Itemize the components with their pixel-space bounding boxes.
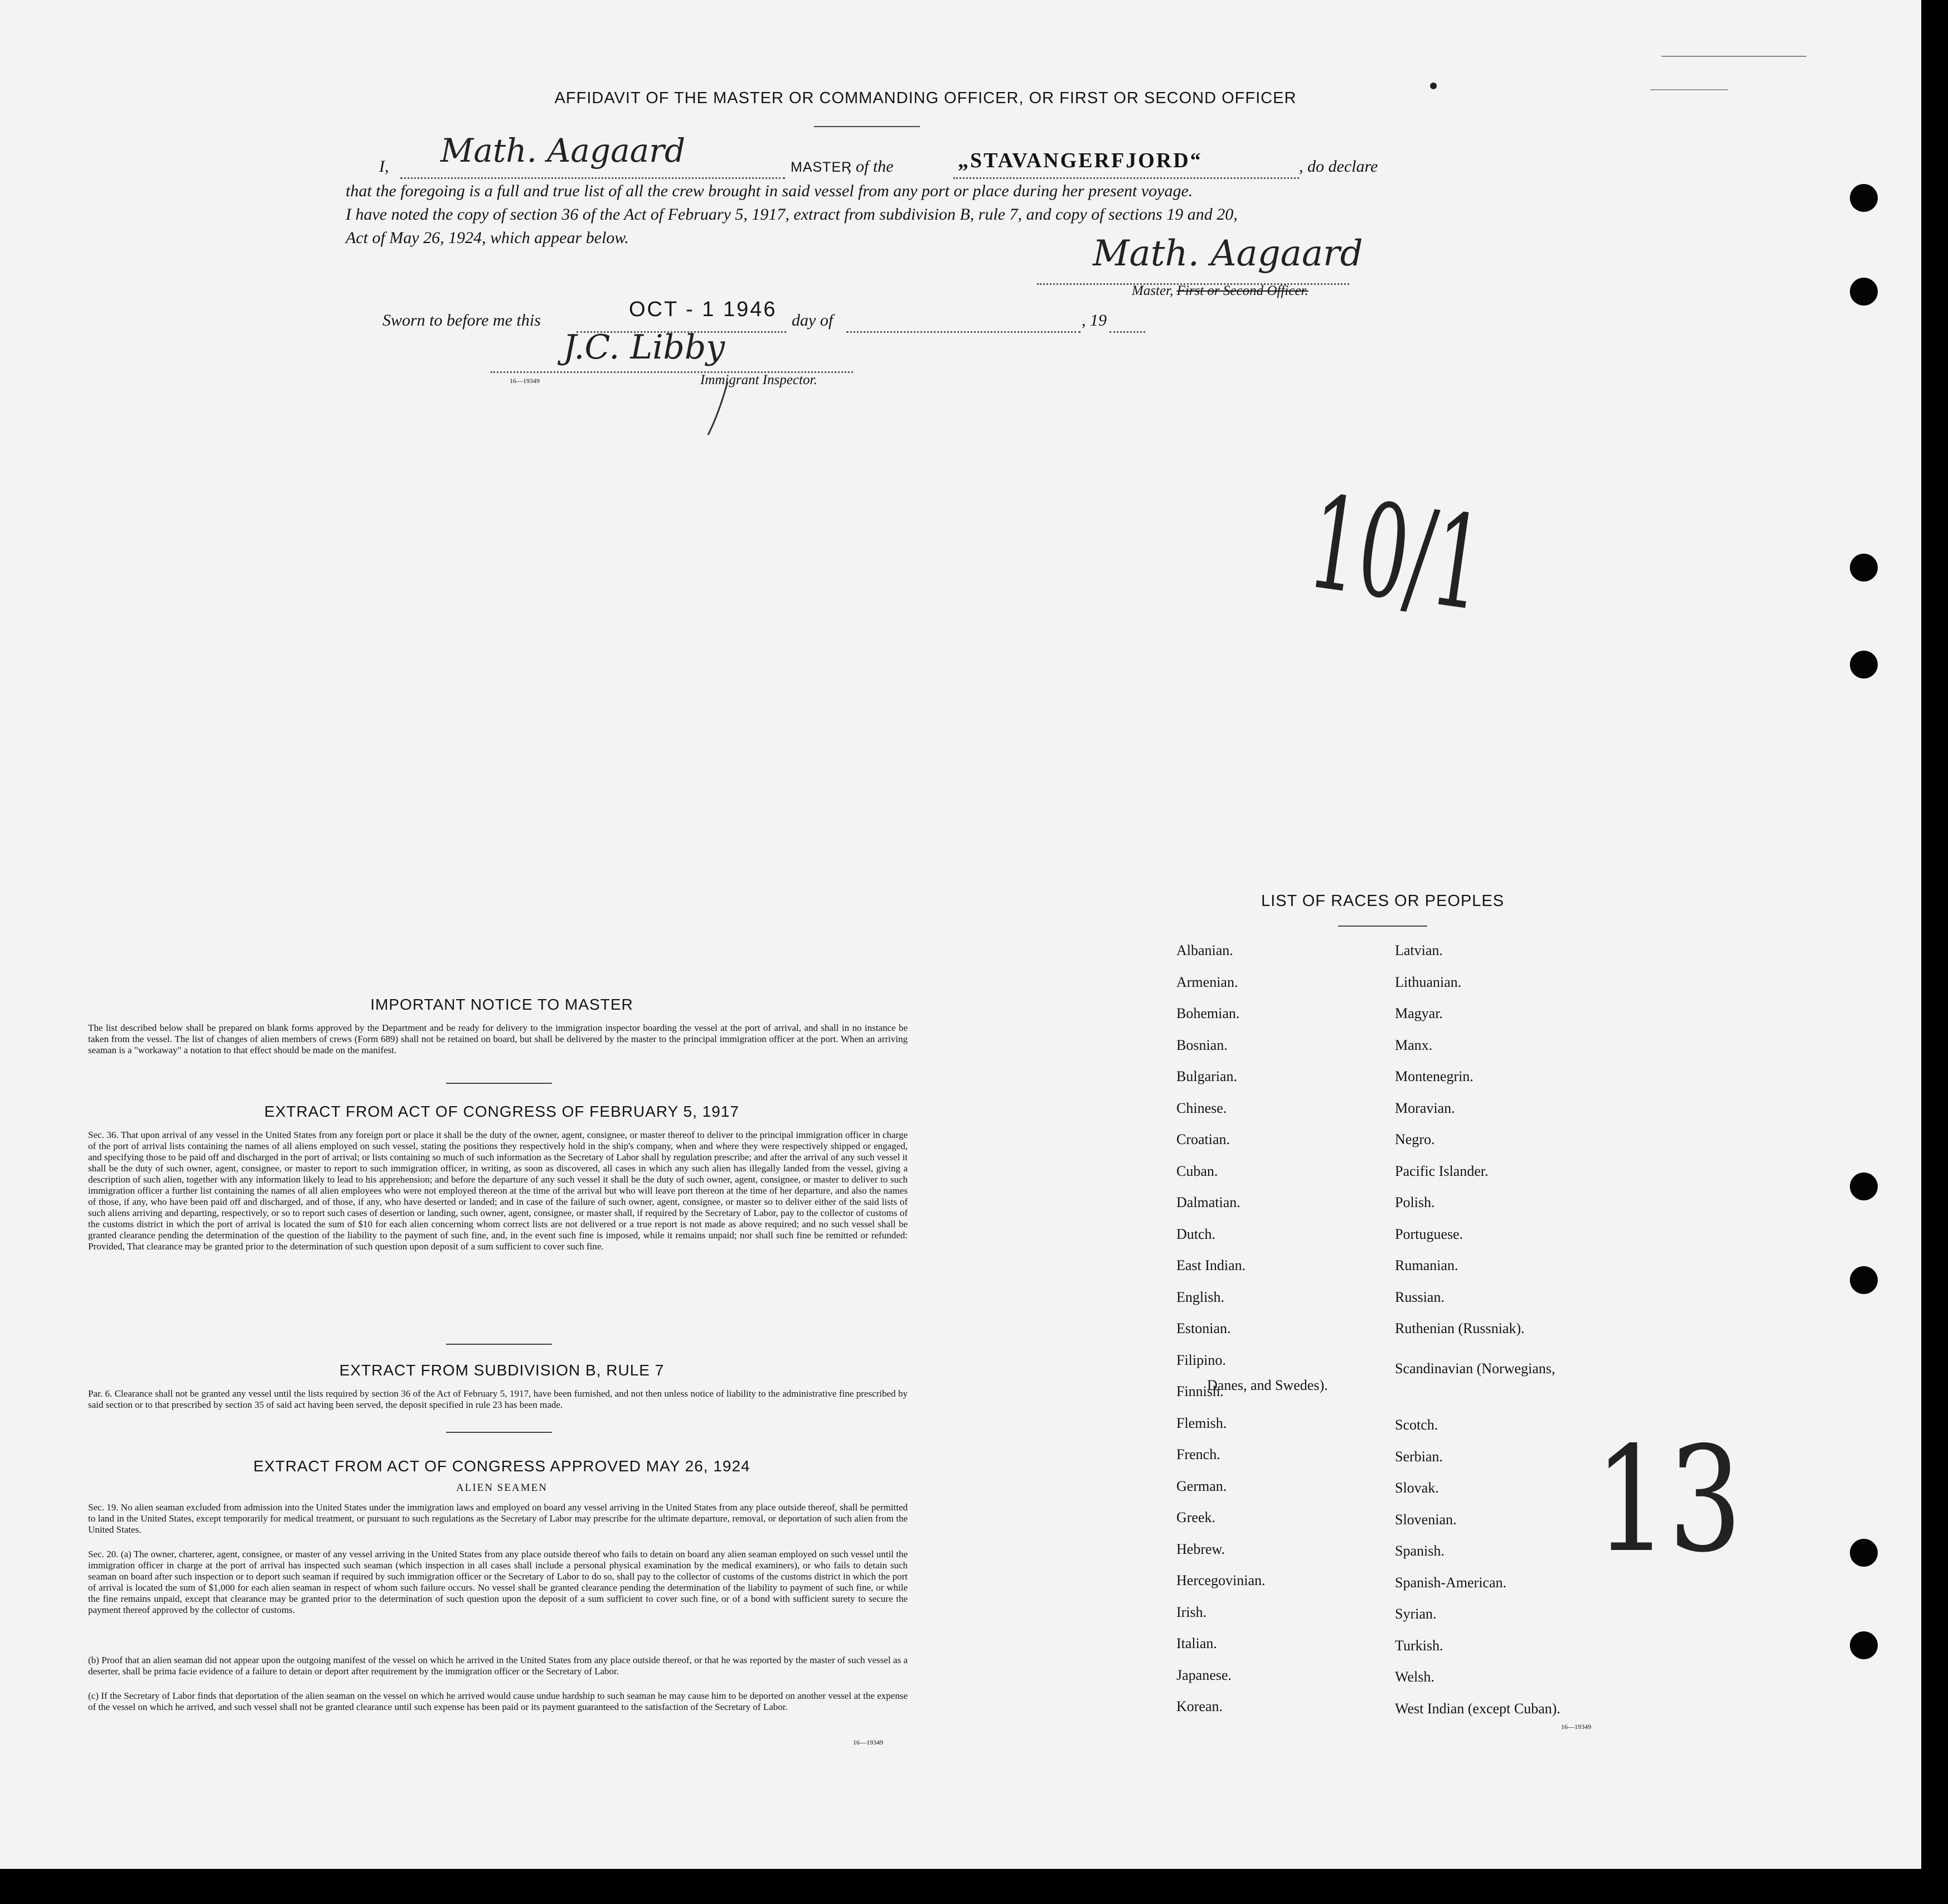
extract-1917-text: Sec. 36. That upon arrival of any vessel in the United States from any foreign port or place it shall be the duty of the owner, agent, consignee, or master thereof to deliver to the principal immigration officer in charge of the port of arrival lists containing the names of all aliens employed on such vessel, stating the positions they respectively hold in the ship's company, when and where they were respectively shipped or engaged, and specifying those to be paid off and discharged in the port of arrival; or lists containing so much of such information as the Secretary of Labor shall by regulation prescribe; and after the arrival of any such vessel it shall be the duty of such owner, agent, consignee, or master to report to such immigration officer, in writing, as soon as discovered, all cases in which any such alien has illegally landed from the vessel, giving a description of such alien, together with any information likely to lead to his apprehension; and before the departure of any such vessel it shall be the duty of such owner, agent, consignee, or master to deliver to such immigration officer a further list containing the names of all alien employees who were not employed thereon at the time of the arrival but who will leave port thereon at the time of her departure, and also the names of those, if any, who have been paid off and discharged, and of those, if any, who have deserted or landed; and in case of the failure of such owner, agent, consignee, or master so to deliver either of the said lists of such aliens arriving and departing, respectively, or so to report such cases of desertion or landing, such owner, agent, consignee, or master shall, if required by the Secretary of Labor, pay to the collector of customs of the customs district in which the port of arrival is located the sum of $10 for each alien concerning whom correct lists are not delivered or a true report is not made as above required; and no such vessel shall be granted clearance pending the determination of the question of the liability to the payment of such fine, and, in the event such fine is imposed, while it remains unpaid; nor shall such fine be remitted or refunded: Provided, That clearance may be granted prior to the determination of such question upon deposit of a sum sufficient to cover such fine. bbox=[88, 1130, 908, 1252]
race-item: Serbian. bbox=[1395, 1448, 1443, 1465]
extract-1924-sec20a: Sec. 20. (a) The owner, charterer, agent, consignee, or master of any vessel arriving in the United States from any place outside thereof who fails to detain on board any alien seaman employed on such vessel until the immigration officer in charge at the port of arrival has inspected such seaman (which inspection in all cases shall include a personal physical examination by the medical examiners), or who fails to detain such seaman on board after such inspection or to deport such seaman if required by such immigration officer or the Secretary of Labor to do so, shall pay to the collector of customs of the customs district in which the port of arrival is located the sum of $1,000 for each alien seaman in respect of whom such failure occurs. No vessel shall be granted clearance pending the determination of the liability to payment of such fine, or while the fine remains unpaid, except that clearance may be granted prior to the determination of such question upon the deposit of a sum sufficient to cover such fine, or of a bond with sufficient surety to secure the payment thereof approved by the collector of customs. bbox=[88, 1549, 908, 1615]
race-item: Magyar. bbox=[1395, 1005, 1443, 1021]
extract-1924-subtitle: ALIEN SEAMEN bbox=[456, 1482, 547, 1494]
race-item: Croatian. bbox=[1176, 1131, 1230, 1147]
inspector-signature: J.C. Libby bbox=[563, 328, 725, 367]
race-item: Negro. bbox=[1395, 1131, 1435, 1147]
ink-stroke bbox=[702, 379, 736, 440]
race-item: English. bbox=[1176, 1288, 1224, 1305]
race-item: Cuban. bbox=[1176, 1162, 1218, 1179]
race-item: Spanish. bbox=[1395, 1543, 1445, 1559]
extract-rule7-text: Par. 6. Clearance shall not be granted any vessel until the lists required by section 36 of the Act of February 5, 1917, have been furnished, and not then unless notice of liability to the administrative fine prescribed by said section or to that prescribed by section 35 of said act having been served, the deposit specified in rule 23 has been made. bbox=[88, 1388, 908, 1410]
race-item: Latvian. bbox=[1395, 942, 1443, 958]
race-item: Slovenian. bbox=[1395, 1511, 1457, 1528]
binder-hole bbox=[1850, 1173, 1878, 1200]
handwritten-count-mark: 13 bbox=[1595, 1416, 1742, 1585]
race-item: Syrian. bbox=[1395, 1606, 1437, 1622]
sworn-date-stamp: OCT - 1 1946 bbox=[629, 298, 777, 321]
binder-hole bbox=[1850, 278, 1878, 306]
section-rule bbox=[446, 1344, 552, 1345]
scan-mark bbox=[1661, 56, 1806, 57]
binder-hole bbox=[1850, 651, 1878, 679]
race-item: Bosnian. bbox=[1176, 1036, 1228, 1053]
race-item: Pacific Islander. bbox=[1395, 1162, 1489, 1179]
sworn-label: Sworn to before me this bbox=[382, 311, 541, 330]
section-rule bbox=[446, 1432, 552, 1433]
binder-hole bbox=[1850, 184, 1878, 212]
affidavit-title: AFFIDAVIT OF THE MASTER OR COMMANDING OFFICER, OR FIRST OR SECOND OFFICER bbox=[554, 89, 1297, 107]
race-item: Slovak. bbox=[1395, 1480, 1439, 1496]
role-label: MASTER bbox=[791, 159, 852, 175]
section-rule bbox=[446, 1083, 552, 1084]
binder-hole bbox=[1850, 1539, 1878, 1567]
handwritten-page-mark: 10/1 bbox=[1300, 468, 1493, 640]
binder-hole bbox=[1850, 1631, 1878, 1659]
notice-title: IMPORTANT NOTICE TO MASTER bbox=[370, 996, 633, 1013]
master-name-line bbox=[400, 177, 785, 179]
race-item: Greek. bbox=[1176, 1509, 1216, 1525]
sworn-month-line bbox=[846, 331, 1080, 333]
race-item: Estonian. bbox=[1176, 1320, 1231, 1336]
race-item: Hebrew. bbox=[1176, 1540, 1225, 1557]
race-item: Albanian. bbox=[1176, 942, 1233, 958]
statement-line-3: Act of May 26, 1924, which appear below. bbox=[346, 229, 629, 247]
race-item: Japanese. bbox=[1176, 1666, 1232, 1683]
race-item: Polish. bbox=[1395, 1194, 1435, 1210]
master-signature: Math. Aagaard bbox=[440, 132, 686, 169]
race-item: Russian. bbox=[1395, 1288, 1445, 1305]
race-item: Scotch. bbox=[1395, 1417, 1438, 1433]
of-the-label: , of the bbox=[847, 157, 894, 176]
year-label: , 19 bbox=[1082, 311, 1107, 330]
extract-rule7-title: EXTRACT FROM SUBDIVISION B, RULE 7 bbox=[339, 1362, 665, 1379]
race-item: Portuguese. bbox=[1395, 1225, 1464, 1242]
vessel-line bbox=[953, 177, 1299, 179]
binder-hole bbox=[1850, 1266, 1878, 1294]
race-item: Ruthenian (Russniak). bbox=[1395, 1320, 1525, 1336]
vessel-name: „STAVANGERFJORD“ bbox=[958, 149, 1203, 172]
race-item: Moravian. bbox=[1395, 1099, 1455, 1116]
race-item: Bulgarian. bbox=[1176, 1068, 1238, 1084]
extract-form-number: 16—19349 bbox=[853, 1738, 883, 1746]
race-item: Rumanian. bbox=[1395, 1257, 1458, 1273]
officer-signature: Math. Aagaard bbox=[1093, 233, 1363, 274]
race-item: Dalmatian. bbox=[1176, 1194, 1240, 1210]
race-item: Bohemian. bbox=[1176, 1005, 1240, 1021]
extract-1917-title: EXTRACT FROM ACT OF CONGRESS OF FEBRUARY 5, 1917 bbox=[264, 1103, 739, 1120]
affidavit-i-label: I, bbox=[379, 157, 389, 176]
inspector-caption: Immigrant Inspector. bbox=[700, 372, 817, 387]
race-item: Turkish. bbox=[1395, 1637, 1443, 1654]
officer-caption-prefix: Master, bbox=[1132, 283, 1177, 298]
race-item: Irish. bbox=[1176, 1603, 1207, 1620]
race-item: Armenian. bbox=[1176, 973, 1238, 990]
race-item: Korean. bbox=[1176, 1698, 1223, 1714]
race-item: Spanish-American. bbox=[1395, 1574, 1507, 1591]
statement-line-1: that the foregoing is a full and true list of all the crew brought in said vessel from any port or place during her present voyage. bbox=[346, 182, 1193, 200]
race-item: Filipino. bbox=[1176, 1351, 1226, 1368]
binder-hole bbox=[1850, 554, 1878, 582]
race-item: Montenegrin. bbox=[1395, 1068, 1474, 1084]
officer-caption-struck: First or Second Officer. bbox=[1176, 283, 1309, 298]
race-item: Flemish. bbox=[1176, 1414, 1227, 1431]
sworn-year-line bbox=[1109, 331, 1145, 333]
notice-text: The list described below shall be prepared on blank forms approved by the Department and be ready for delivery to the immigration inspector boarding the vessel at the port of arrival, and shall in no instance be taken from the vessel. The list of changes of alien members of crews (Form 689) shall not be retained on board, but shall be delivered by the master to the principal immigration officer at the port. When an arriving seaman is a "workaway" a notation to that effect should be made on the manifest. bbox=[88, 1023, 908, 1055]
race-item: Finnish. bbox=[1176, 1383, 1224, 1399]
races-form-number: 16—19349 bbox=[1561, 1723, 1591, 1731]
race-item: East Indian. bbox=[1176, 1257, 1246, 1273]
scan-mark bbox=[1430, 83, 1437, 89]
race-item: French. bbox=[1176, 1446, 1220, 1462]
extract-1924-title: EXTRACT FROM ACT OF CONGRESS APPROVED MAY 26, 1924 bbox=[253, 1457, 750, 1475]
race-item: Welsh. bbox=[1395, 1669, 1435, 1685]
race-item: Scandinavian (Norwegians, bbox=[1395, 1360, 1556, 1377]
race-item: West Indian (except Cuban). bbox=[1395, 1700, 1561, 1717]
extract-1924-sec20b: (b) Proof that an alien seaman did not appear upon the outgoing manifest of the vessel on which he arrived in the United States from any place outside thereof, or that he was reported by the master of such vessel as a deserter, shall be prima facie evidence of a failure to detain or deport after requirement by the immigration officer or the Secretary of Labor. bbox=[88, 1655, 908, 1677]
affidavit-form-number: 16—19349 bbox=[510, 377, 540, 385]
race-item: Lithuanian. bbox=[1395, 973, 1462, 990]
race-item: Dutch. bbox=[1176, 1225, 1216, 1242]
race-item: Hercegovinian. bbox=[1176, 1572, 1266, 1588]
extract-1924-sec20c: (c) If the Secretary of Labor finds that deportation of the alien seaman on the vessel on which he arrived would cause undue hardship to such seaman he may cause him to be deported on another vessel at the expense of the vessel on which he arrived, and such vessel shall not be granted clearance until such expense has been paid or its payment guaranteed to the satisfaction of the Secretary of Labor. bbox=[88, 1690, 908, 1712]
race-item: German. bbox=[1176, 1477, 1227, 1494]
extract-1924-sec19: Sec. 19. No alien seaman excluded from admission into the United States under the immigration laws and employed on board any vessel arriving in the United States from any place outside thereof, shall be permitted to land in the United States, except temporarily for medical treatment, or pursuant to such regulations as the Secretary of Labor may prescribe for the ultimate departure, removal, or deportation of such alien from the United States. bbox=[88, 1502, 908, 1535]
title-rule bbox=[814, 126, 920, 127]
races-title: LIST OF RACES OR PEOPLES bbox=[1261, 892, 1505, 910]
statement-line-2: I have noted the copy of section 36 of the Act of February 5, 1917, extract from subdivision B, rule 7, and copy of sections 19 and 20, bbox=[346, 205, 1238, 224]
race-item: Danes, and Swedes). bbox=[1207, 1377, 1328, 1393]
races-title-rule bbox=[1338, 926, 1427, 927]
officer-caption bbox=[1132, 283, 1309, 299]
race-item: Manx. bbox=[1395, 1036, 1433, 1053]
day-of-label: day of bbox=[792, 311, 834, 330]
do-declare-label: , do declare bbox=[1299, 157, 1378, 176]
scan-mark bbox=[1650, 89, 1728, 90]
race-item: Chinese. bbox=[1176, 1099, 1227, 1116]
race-item: Italian. bbox=[1176, 1635, 1217, 1651]
